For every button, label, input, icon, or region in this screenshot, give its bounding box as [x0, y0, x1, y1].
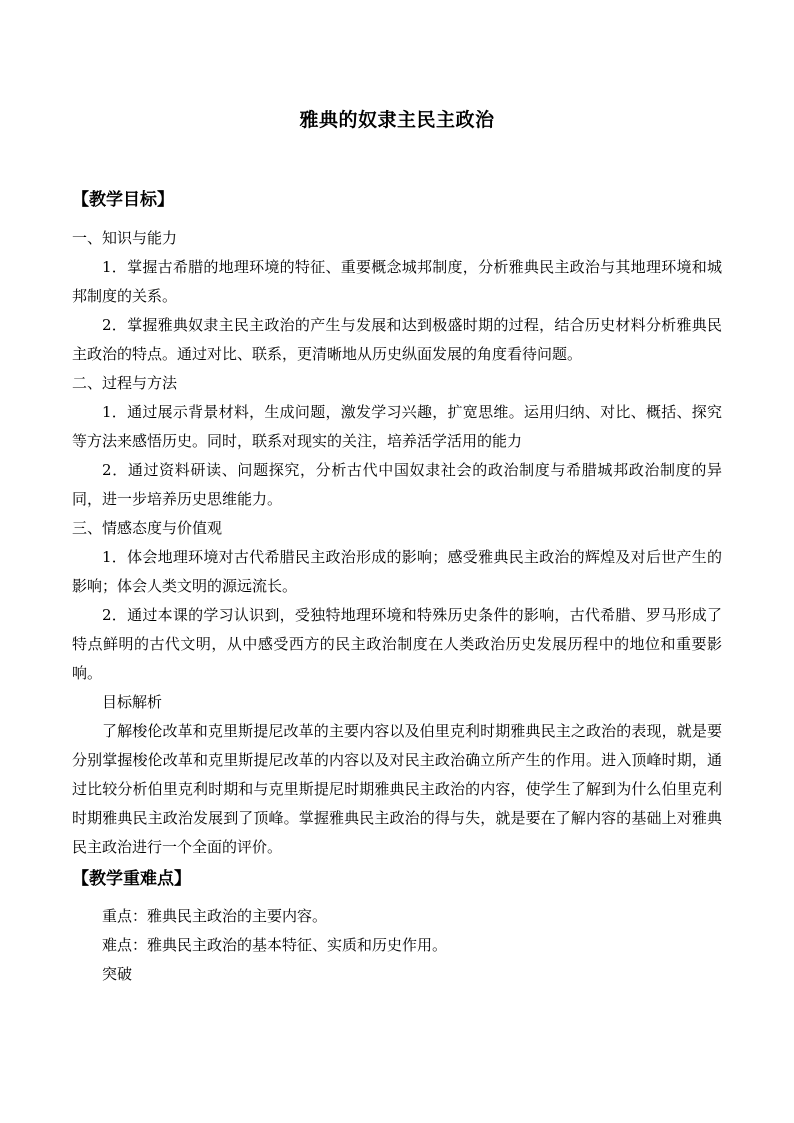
process-paragraph-2: 2．通过资料研读、问题探究，分析古代中国奴隶社会的政治制度与希腊城邦政治制度的异同，进一步培养历史思维能力。 — [72, 461, 722, 508]
analysis-heading: 目标解析 — [102, 693, 163, 711]
focus-point: 重点：雅典民主政治的主要内容。 — [102, 907, 328, 925]
page-title: 雅典的奴隶主民主政治 — [299, 109, 495, 131]
difficulty-point: 难点：雅典民主政治的基本特征、实质和历史作用。 — [102, 936, 448, 954]
knowledge-paragraph-2: 2．掌握雅典奴隶主民主政治的产生与发展和达到极盛时期的过程，结合历史材料分析雅典民主政治的特点。通过对比、联系，更清晰地从历史纵面发展的角度看待问题。 — [72, 316, 722, 363]
subheading-process: 二、过程与方法 — [72, 374, 178, 392]
values-paragraph-1: 1．体会地理环境对古代希腊民主政治形成的影响；感受雅典民主政治的辉煌及对后世产生的影响；体会人类文明的源远流长。 — [72, 548, 722, 595]
section-heading-objectives: 【教学目标】 — [72, 190, 174, 210]
subheading-knowledge: 一、知识与能力 — [72, 229, 178, 247]
subheading-values: 三、情感态度与价值观 — [72, 519, 223, 537]
document-content — [72, 186, 722, 989]
breakthrough-label: 突破 — [102, 965, 133, 983]
knowledge-paragraph-1: 1．掌握古希腊的地理环境的特征、重要概念城邦制度，分析雅典民主政治与其地理环境和城邦制度的关系。 — [72, 258, 722, 305]
process-paragraph-1: 1．通过展示背景材料，生成问题，激发学习兴趣，扩宽思维。运用归纳、对比、概括、探究等方法来感悟历史。同时，联系对现实的关注，培养活学活用的能力 — [72, 403, 722, 450]
values-paragraph-2: 2．通过本课的学习认识到，受独特地理环境和特殊历史条件的影响，古代希腊、罗马形成了特点鲜明的古代文明，从中感受西方的民主政治制度在人类政治历史发展历程中的地位和重要影响。 — [72, 606, 722, 682]
analysis-paragraph: 了解梭伦改革和克里斯提尼改革的主要内容以及伯里克利时期雅典民主之政治的表现，就是要分别掌握梭伦改革和克里斯提尼改革的内容以及对民主政治确立所产生的作用。进入顶峰时期，通过比较分析伯里克利时期和与克里斯提尼时期雅典民主政治的内容，使学生了解到为什么伯里克利时期雅典民主政治发展到了顶峰。掌握雅典民主政治的得与失，就是要在了解内容的基础上对雅典民主政治进行一个全面的评价。 — [72, 722, 722, 856]
section-heading-key-points: 【教学重难点】 — [72, 869, 191, 889]
